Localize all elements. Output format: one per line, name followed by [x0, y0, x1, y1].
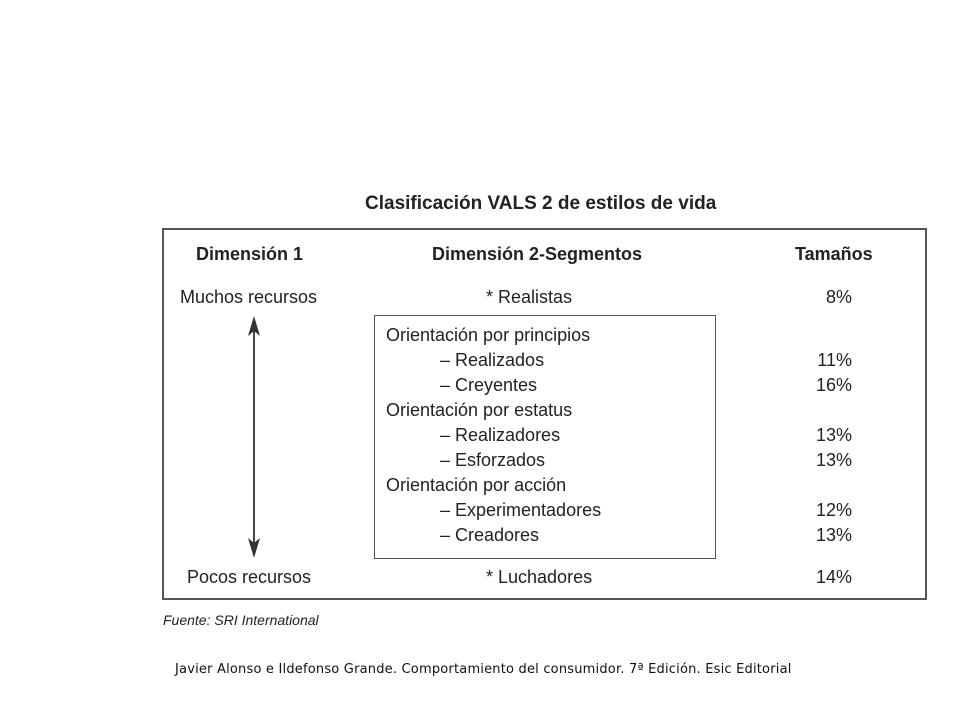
source-note: Fuente: SRI International — [163, 612, 319, 628]
segment-item: – Realizadores — [440, 425, 561, 445]
group-label: Orientación por principios — [386, 325, 591, 345]
dimension1-bottom-label: Pocos recursos — [187, 567, 312, 587]
size-realistas: 8% — [825, 287, 852, 307]
header-dimension-1: Dimensión 1 — [196, 244, 304, 264]
resources-double-arrow-icon — [244, 316, 264, 558]
segment-item: – Esforzados — [440, 450, 546, 470]
segment-size: 13% — [815, 525, 852, 545]
table-title: Clasificación VALS 2 de estilos de vida — [365, 193, 717, 214]
segment-item: – Creyentes — [440, 375, 538, 395]
segment-item: – Creadores — [440, 525, 540, 545]
segment-luchadores: * Luchadores — [486, 567, 593, 587]
segment-realistas: * Realistas — [486, 287, 573, 307]
group-label: Orientación por estatus — [386, 400, 573, 420]
segment-size: 16% — [815, 375, 852, 395]
segment-item: – Realizados — [440, 350, 545, 370]
header-dimension-2: Dimensión 2-Segmentos — [432, 244, 643, 264]
group-label: Orientación por acción — [386, 475, 567, 495]
header-sizes: Tamaños — [795, 244, 873, 264]
segment-item: – Experimentadores — [440, 500, 602, 520]
segment-size: 13% — [815, 450, 852, 470]
segment-size: 13% — [815, 425, 852, 445]
dimension1-top-label: Muchos recursos — [180, 287, 318, 307]
size-luchadores: 14% — [815, 567, 852, 587]
citation: Javier Alonso e Ildefonso Grande. Comportamiento del consumidor. 7ª Edición. Esic Editorial — [175, 662, 792, 677]
segment-size: 11% — [817, 350, 852, 370]
segment-size: 12% — [815, 500, 852, 520]
